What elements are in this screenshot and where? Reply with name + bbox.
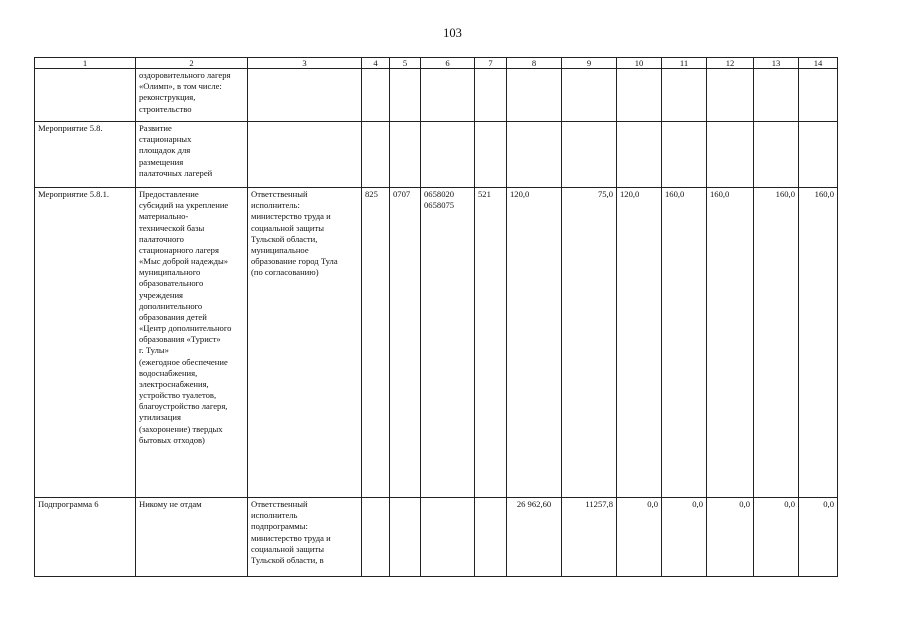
column-header: 14	[799, 58, 838, 69]
year-3-amount-cell: 0,0	[662, 498, 707, 577]
grbs-code-cell: 825	[362, 188, 390, 498]
year-5-amount-cell: 160,0	[754, 188, 799, 498]
measure-name-line: реконструкция,	[139, 92, 196, 103]
total-amount-cell	[507, 122, 562, 188]
responsible-executor-line: образование город Тула	[251, 256, 338, 267]
measure-name-line: бытовых отходов)	[139, 434, 205, 445]
measure-name-line: материально-	[139, 211, 189, 222]
target-article-cell	[421, 69, 475, 122]
measure-name-line: Предоставление	[139, 189, 199, 199]
column-header: 1	[35, 58, 136, 69]
budget-table	[34, 57, 838, 577]
year-2-amount-cell: 120,0	[617, 188, 662, 498]
table-body	[35, 69, 838, 577]
section-code-cell	[390, 498, 421, 577]
responsible-executor-line: муниципальное	[251, 244, 309, 255]
measure-name-line: муниципального	[139, 267, 201, 278]
column-header: 4	[362, 58, 390, 69]
measure-name-line: строительство	[139, 103, 192, 114]
column-header: 5	[390, 58, 421, 69]
responsible-executor-line: подпрограммы:	[251, 521, 308, 532]
total-amount-cell	[507, 69, 562, 122]
table-row	[35, 498, 838, 577]
target-article-cell	[421, 188, 475, 498]
responsible-executor-line: Ответственный	[251, 189, 308, 199]
measure-name-line: дополнительного	[139, 300, 203, 311]
measure-code-cell: Мероприятие 5.8.	[35, 122, 136, 188]
table-row	[35, 188, 838, 498]
target-article-cell	[421, 498, 475, 577]
year-1-amount-cell: 11257,8	[562, 498, 617, 577]
year-5-amount-cell	[754, 122, 799, 188]
responsible-executor-line: исполнитель	[251, 510, 298, 521]
year-6-amount-cell	[799, 69, 838, 122]
column-header: 2	[136, 58, 248, 69]
year-6-amount-cell: 0,0	[799, 498, 838, 577]
measure-name-line: (захоронение) твердых	[139, 423, 223, 434]
year-6-amount-cell	[799, 122, 838, 188]
year-2-amount-cell: 0,0	[617, 498, 662, 577]
expense-type-cell	[475, 69, 507, 122]
year-5-amount-cell: 0,0	[754, 498, 799, 577]
grbs-code-cell	[362, 69, 390, 122]
measure-name-line: электроснабжения,	[139, 378, 209, 389]
measure-name-line: палаточных лагерей	[139, 167, 213, 178]
column-header: 12	[707, 58, 754, 69]
column-header: 9	[562, 58, 617, 69]
measure-name-line: «Центр дополнительного	[139, 323, 232, 334]
measure-name-line: размещения	[139, 156, 184, 167]
year-1-amount-cell: 75,0	[562, 188, 617, 498]
cell-line: 0658075	[424, 200, 455, 211]
column-header: 10	[617, 58, 662, 69]
responsible-executor-cell	[248, 69, 362, 122]
column-number-header	[35, 58, 838, 69]
measure-name-line: образовательного	[139, 278, 204, 289]
responsible-executor-line: Ответственный	[251, 499, 308, 509]
responsible-executor-cell	[248, 498, 362, 577]
year-4-amount-cell	[707, 69, 754, 122]
measure-name-line: водоснабжения,	[139, 367, 198, 378]
measure-name-cell	[136, 498, 248, 577]
year-6-amount-cell: 160,0	[799, 188, 838, 498]
year-2-amount-cell	[617, 69, 662, 122]
responsible-executor-line: социальной защиты	[251, 222, 325, 233]
year-4-amount-cell	[707, 122, 754, 188]
measure-name-cell	[136, 188, 248, 498]
column-header: 11	[662, 58, 707, 69]
year-4-amount-cell: 160,0	[707, 188, 754, 498]
measure-name-line: (ежегодное обеспечение	[139, 356, 228, 367]
measure-name-line: устройство туалетов,	[139, 390, 217, 401]
measure-name-line: оздоровительного лагеря	[139, 70, 231, 80]
section-code-cell: 0707	[390, 188, 421, 498]
year-1-amount-cell	[562, 69, 617, 122]
expense-type-cell	[475, 122, 507, 188]
total-amount-cell: 26 962,60	[507, 498, 562, 577]
measure-name-line: образования «Турист»	[139, 334, 221, 345]
responsible-executor-line: социальной защиты	[251, 543, 325, 554]
year-3-amount-cell	[662, 122, 707, 188]
grbs-code-cell	[362, 122, 390, 188]
responsible-executor-line: Тульской области,	[251, 233, 318, 244]
measure-name-line: Развитие	[139, 123, 172, 133]
measure-name-line: утилизация	[139, 412, 181, 423]
target-article-cell	[421, 122, 475, 188]
expense-type-cell	[475, 498, 507, 577]
measure-name-cell	[136, 122, 248, 188]
cell-line: 0658020	[424, 189, 455, 199]
table-row	[35, 69, 838, 122]
total-amount-cell: 120,0	[507, 188, 562, 498]
responsible-executor-line: исполнитель:	[251, 200, 300, 211]
section-code-cell	[390, 122, 421, 188]
column-header: 13	[754, 58, 799, 69]
column-header: 3	[248, 58, 362, 69]
measure-name-line: г. Тулы»	[139, 345, 169, 356]
responsible-executor-line: (по согласованию)	[251, 267, 319, 278]
measure-name-line: палаточного	[139, 233, 184, 244]
responsible-executor-line: Тульской области, в	[251, 554, 324, 565]
responsible-executor-line: министерство труда и	[251, 211, 331, 222]
measure-name-line: технической базы	[139, 222, 205, 233]
measure-name-line: Никому не отдам	[139, 499, 202, 509]
column-header: 8	[507, 58, 562, 69]
table-row	[35, 122, 838, 188]
responsible-executor-cell	[248, 122, 362, 188]
section-code-cell	[390, 69, 421, 122]
page-number: 103	[443, 26, 462, 40]
expense-type-cell: 521	[475, 188, 507, 498]
measure-code-cell: Мероприятие 5.8.1.	[35, 188, 136, 498]
measure-name-line: «Мыс доброй надежды»	[139, 256, 229, 267]
responsible-executor-line: министерство труда и	[251, 532, 331, 543]
measure-name-line: площадок для	[139, 145, 191, 156]
responsible-executor-cell	[248, 188, 362, 498]
year-2-amount-cell	[617, 122, 662, 188]
measure-name-line: стационарного лагеря	[139, 244, 219, 255]
grbs-code-cell	[362, 498, 390, 577]
column-header: 6	[421, 58, 475, 69]
measure-name-line: благоустройство лагеря,	[139, 401, 228, 412]
measure-code-cell: Подпрограмма 6	[35, 498, 136, 577]
measure-name-cell	[136, 69, 248, 122]
measure-name-line: «Олимп», в том числе:	[139, 81, 222, 92]
measure-code-cell	[35, 69, 136, 122]
year-3-amount-cell	[662, 69, 707, 122]
year-4-amount-cell: 0,0	[707, 498, 754, 577]
measure-name-line: субсидий на укрепление	[139, 200, 229, 211]
measure-name-line: образования детей	[139, 311, 207, 322]
year-1-amount-cell	[562, 122, 617, 188]
measure-name-line: учреждения	[139, 289, 184, 300]
measure-name-line: стационарных	[139, 134, 192, 145]
year-3-amount-cell: 160,0	[662, 188, 707, 498]
year-5-amount-cell	[754, 69, 799, 122]
column-header: 7	[475, 58, 507, 69]
